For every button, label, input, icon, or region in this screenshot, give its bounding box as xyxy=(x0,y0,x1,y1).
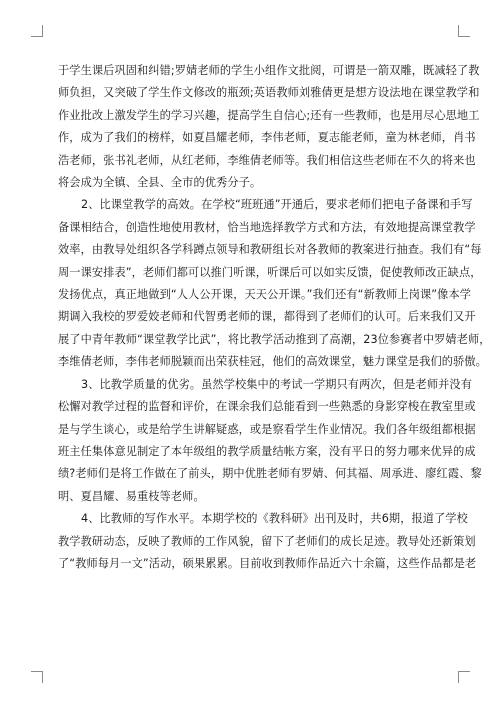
text-line: 备课相结合，创造性地使用教材，恰当地选择教学方式和方法，有效地提高课堂教学 xyxy=(58,220,476,234)
text-line: 教学教研动态，反映了教师的工作风貌，留下了老师们的成长足迹。教导处还新策划 xyxy=(58,534,476,548)
text-line: 作，成为了我们的榜样，如夏昌耀老师，李伟老师，夏志能老师，童为林老师，肖书 xyxy=(58,131,476,145)
crop-mark-top-left-v xyxy=(42,25,43,37)
crop-mark-top-right-v xyxy=(458,25,459,37)
text-line: 浩老师，张书礼老师，从红老师，李维倩老师等。我们相信这些老师在不久的将来也 xyxy=(58,153,476,167)
text-line: 4、比教师的写作水平。本期学校的《教科研》出刊及时，共6期，报道了学校 xyxy=(81,512,468,526)
text-line: 明、夏昌耀、易重枝等老师。 xyxy=(58,489,205,503)
text-line: 期调入我校的罗爱姣老师和代智勇老师的课，都得到了老师们的认可。后来我们又开 xyxy=(58,310,476,324)
crop-mark-top-right-h xyxy=(458,36,470,37)
crop-mark-bottom-left-v xyxy=(42,671,43,683)
text-line: 了“教师每月一文”活动，硕果累累。目前收到教师作品近六十余篇，这些作品都是老 xyxy=(58,556,477,570)
text-line: 松懈对教学过程的监督和评价，在课余我们总能看到一些熟悉的身影穿梭在教室里或 xyxy=(58,400,476,414)
text-line: 发扬优点，真正地做到“人人公开课，天天公开课。”我们还有“新教师上岗课”像本学 xyxy=(58,288,472,302)
text-line: 绩?老师们是将工作做在了前头，期中优胜老师有罗婧、何其福、周承进、廖红霞、黎 xyxy=(58,467,482,481)
text-line: 是与学生谈心，或是给学生讲解疑惑，或是察看学生作业情况。我们各年级组都根据 xyxy=(58,422,476,436)
paragraph-classroom-efficiency xyxy=(58,194,491,373)
crop-mark-bottom-right-v xyxy=(458,671,459,683)
text-line: 李维倩老师，李伟老师脱颖而出荣获桂冠，他们的高效课堂，魅力课堂是我们的骄傲。 xyxy=(58,355,487,369)
text-line: 周一课安排表”，老师们都可以推门听课，听课后可以如实反馈，促使教师改正缺点， xyxy=(58,265,482,279)
text-line: 师负担，又突破了学生作文修改的瓶颈;英语教师刘雅倩更是想方设法地在课堂教学和 xyxy=(58,86,480,100)
document-body xyxy=(58,60,491,575)
text-line: 2、比课堂教学的高效。在学校“班班通”开通后，要求老师们把电子备课和手写 xyxy=(81,198,473,212)
text-line: 展了中青年教师“课堂教学比武”，将比教学活动推到了高潮，23位参赛者中罗婧老师， xyxy=(58,332,491,346)
paragraph-continuation xyxy=(58,60,480,194)
crop-mark-bottom-right-h xyxy=(458,671,470,672)
text-line: 作业批改上激发学生的学习兴趣，提高学生自信心;还有一些教师，也是用尽心思地工 xyxy=(58,108,480,122)
text-line: 3、比教学质量的优劣。虽然学校集中的考试一学期只有两次，但是老师并没有 xyxy=(81,377,472,391)
text-line: 将会成为全镇、全县、全市的优秀分子。 xyxy=(58,176,262,190)
text-line: 班主任集体意见制定了本年级组的教学质量结帐方案，没有平日的努力哪来优异的成 xyxy=(58,444,476,458)
text-line: 于学生课后巩固和纠错;罗婧老师的学生小组作文批阅，可谓是一箭双雕，既减轻了教 xyxy=(58,64,480,77)
text-line: 效率，由教导处组织各学科蹲点领导和教研组长对各教师的教案进行抽查。我们有“每 xyxy=(58,243,482,257)
paragraph-teaching-quality xyxy=(58,374,482,508)
paragraph-writing-level xyxy=(58,508,477,575)
